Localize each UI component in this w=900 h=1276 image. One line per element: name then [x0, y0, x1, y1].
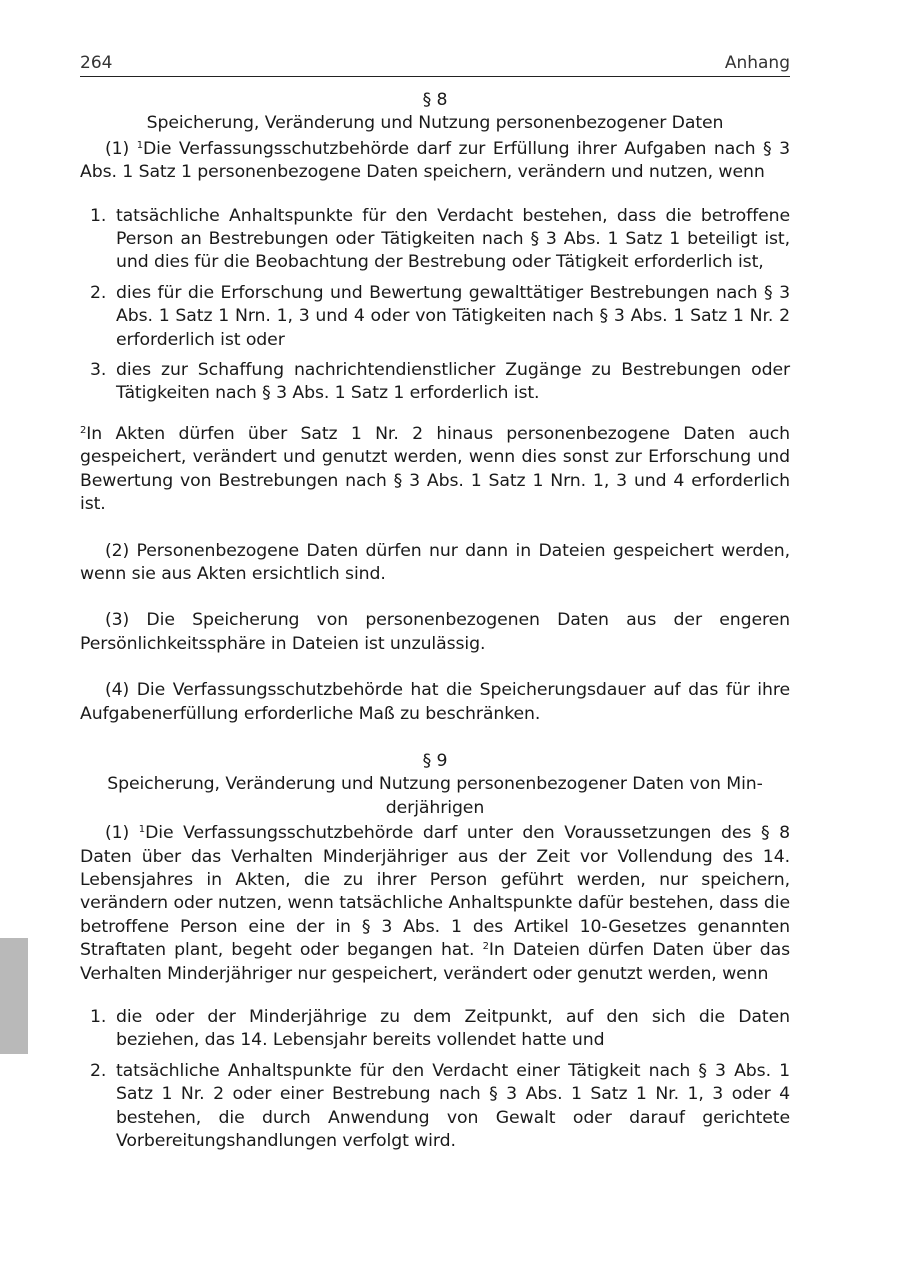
list-item-text: die oder der Minderjährige zu dem Zeitpunkt, auf den sich die Daten beziehen, das 14. Lebensjahr bereits vollendet hatte und [116, 1007, 790, 1051]
section-9-list [80, 1006, 790, 1153]
list-item [80, 205, 790, 275]
running-header [80, 48, 790, 77]
page-body [80, 89, 790, 1153]
list-item-number: 3. [90, 360, 107, 381]
paragraph-text: In Dateien dürfen Daten über das Verhalten Minderjähriger nur gespeichert, verändert oder genutzt werden, wenn [80, 940, 790, 984]
paragraph-text: In Akten dürfen über Satz 1 Nr. 2 hinaus personenbezogene Daten auch gespeichert, verändert und genutzt werden, wenn dies sonst zur Erforschung und Bewertung von Bestrebungen nach § 3 Abs. 1 Satz 1 Nrn. 1, 3 und 4 erforderlich ist. [80, 423, 790, 515]
sentence-number: 2 [482, 941, 489, 953]
page-number: 264 [80, 53, 113, 73]
section-8-paragraph-4: (4) Die Verfassungsschutzbehörde hat die Speicherungsdauer auf das für ihre Aufgabenerfüllung erforderliche Maß zu beschränken. [80, 680, 790, 724]
list-item-text: dies für die Erforschung und Bewertung gewalttätiger Bestrebungen nach § 3 Abs. 1 Satz 1 Nrn. 1, 3 und 4 oder von Tätigkeiten nach § 3 Abs. 1 Satz 1 Nr. 2 erforderlich ist oder [116, 282, 790, 350]
section-8-title: Speicherung, Veränderung und Nutzung personenbezogener Daten [146, 113, 724, 134]
list-item-text: tatsächliche Anhaltspunkte für den Verdacht bestehen, dass die betroffene Person an Bestrebungen oder Tätigkeiten nach § 3 Abs. 1 Satz 1 beteiligt ist, und dies für die Beobachtung der Bestrebung oder Tätigkeit erforderlich ist, [116, 205, 790, 273]
sentence-number: 2 [80, 424, 87, 436]
list-item-number: 1. [90, 1007, 107, 1027]
list-item [80, 282, 790, 352]
document-page [80, 48, 790, 1248]
section-9-title-line-1: Speicherung, Veränderung und Nutzung personenbezogener Daten von Min- [107, 774, 763, 795]
list-item [80, 1006, 790, 1053]
list-item-number: 1. [90, 205, 107, 226]
list-item [80, 359, 790, 406]
section-9-paragraph-1 [80, 822, 790, 986]
paragraph-number: (1) [105, 138, 137, 159]
section-8-paragraph-3: (3) Die Speicherung von personenbezogenen Daten aus der engeren Persönlichkeitssphäre in Dateien ist unzulässig. [80, 610, 790, 654]
section-8-list [80, 205, 790, 406]
list-item-text: tatsächliche Anhaltspunkte für den Verdacht einer Tätigkeit nach § 3 Abs. 1 Satz 1 Nr. 2 oder einer Bestrebung nach § 3 Abs. 1 Satz 1 Nr. 1, 3 oder 4 bestehen, die durch Anwendung von Gewalt oder darauf gerichtete Vorbereitungshandlungen verfolgt wird. [116, 1060, 790, 1152]
sentence-number: 1 [138, 824, 146, 836]
section-8-sign: § 8 [422, 90, 448, 110]
section-8-paragraph-2: (2) Personenbezogene Daten dürfen nur dann in Dateien gespeichert werden, wenn sie aus Akten ersichtlich sind. [80, 540, 790, 584]
section-8-paragraph-1-sentence-2 [80, 423, 790, 517]
section-9-title-line-2: derjährigen [385, 797, 485, 818]
chapter-thumb-tab [0, 938, 28, 1054]
list-item-number: 2. [90, 282, 107, 303]
paragraph-number: (1) [105, 823, 139, 844]
running-section-label: Anhang [724, 53, 790, 73]
paragraph-text: Die Verfassungsschutzbehörde darf unter den Voraussetzungen des § 8 Daten über das Verhalten Minderjähriger aus der Zeit vor Vollendung des 14. Lebensjahres in Akten, die zu ihrer Person geführt werden, nur speichern, verändern oder nutzen, wenn tatsächliche Anhaltspunkte dafür bestehen, dass die betroffene Person eine der in § 3 Abs. 1 des Artikel 10-Gesetzes genannten Straftaten plant, begeht oder begangen hat. [80, 823, 790, 961]
section-8-paragraph-1 [80, 138, 790, 185]
sentence-number: 1 [136, 139, 143, 151]
list-item-number: 2. [90, 1060, 107, 1081]
list-item-text: dies zur Schaffung nachrichtendienstlicher Zugänge zu Bestrebungen oder Tätigkeiten nach § 3 Abs. 1 Satz 1 erforderlich ist. [116, 360, 790, 404]
paragraph-text: Die Verfassungsschutzbehörde darf zur Erfüllung ihrer Aufgaben nach § 3 Abs. 1 Satz 1 personenbezogene Daten speichern, verändern und nutzen, wenn [80, 138, 790, 183]
list-item [80, 1060, 790, 1154]
section-9-sign: § 9 [422, 750, 448, 771]
